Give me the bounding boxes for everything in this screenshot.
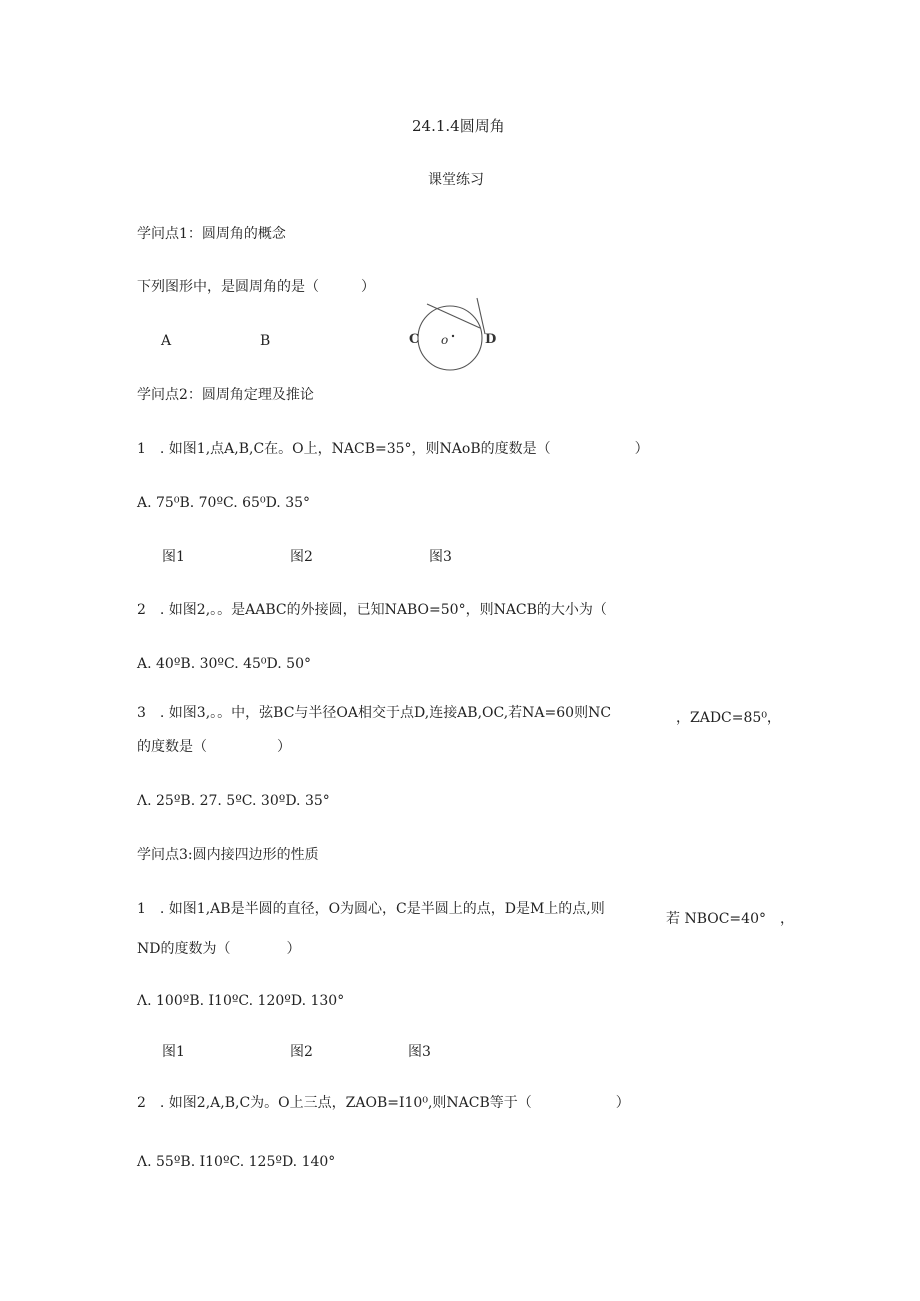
page-subtitle: 课堂练习 [428, 172, 484, 188]
question-kp2-3: 3 . 如图3,。。中，弦BC与半径OA相交于点D,连接AB,OC,若NA=60则NC [137, 705, 612, 721]
option-label-b: B [260, 333, 271, 349]
options-kp2-1: A. 75⁰B. 70ºC. 65⁰D. 35° [137, 495, 311, 511]
question-kp2-3-condition: ，ZADC=85⁰， [676, 710, 781, 726]
figure-label-o: o [441, 333, 449, 347]
options-kp3-1: Λ. 100ºB. I10ºC. 120ºD. 130° [137, 993, 345, 1009]
options-kp2-2: A. 40ºB. 30ºC. 45⁰D. 50° [137, 656, 311, 672]
question-kp2-1: 1 . 如图1,点A,B,C在。O上，NACB=35°，则NAoB的度数是（ ） [137, 441, 649, 457]
figure-label-d: D [485, 332, 497, 347]
option-label-a: A [161, 333, 172, 349]
question-kp2-2: 2 . 如图2,。。是AABC的外接圆，已知NABO=50°，则NACB的大小为（ [137, 602, 607, 618]
question-kp3-1: 1 . 如图1,AB是半圆的直径，O为圆心，C是半圆上的点，D是M上的点,则 [137, 901, 605, 917]
figure-caption-3: 图3 [429, 549, 452, 565]
question-kp1: 下列图形中，是圆周角的是（ ） [137, 279, 375, 295]
question-kp3-1-condition: 若 NBOC=40° ， [666, 911, 794, 927]
section-heading-kp1: 学问点1：圆周角的概念 [137, 226, 286, 242]
options-kp2-3: Λ. 25ºB. 27. 5ºC. 30ºD. 35° [137, 793, 330, 809]
options-kp3-2: Λ. 55ºB. I10ºC. 125ºD. 140° [137, 1154, 336, 1170]
figure-caption-1b: 图1 [162, 1044, 185, 1060]
figure-caption-1: 图1 [162, 549, 185, 565]
question-kp3-1-cont: ND的度数为（ ） [137, 941, 301, 957]
figure-caption-3b: 图3 [408, 1044, 431, 1060]
section-heading-kp2: 学问点2：圆周角定理及推论 [137, 387, 314, 403]
circle-angle-figure [405, 296, 505, 376]
section-heading-kp3: 学问点3:圆内接四边形的性质 [137, 847, 319, 863]
page-title: 24.1.4圆周角 [412, 117, 505, 135]
center-point [452, 335, 454, 337]
figure-label-c: C [409, 332, 420, 347]
figure-caption-2: 图2 [290, 549, 313, 565]
figure-caption-2b: 图2 [290, 1044, 313, 1060]
question-kp3-2: 2 . 如图2,A,B,C为。O上三点，ZAOB=I10⁰,则NACB等于（ ） [137, 1095, 630, 1111]
question-kp2-3-cont: 的度数是（ ） [137, 739, 291, 755]
